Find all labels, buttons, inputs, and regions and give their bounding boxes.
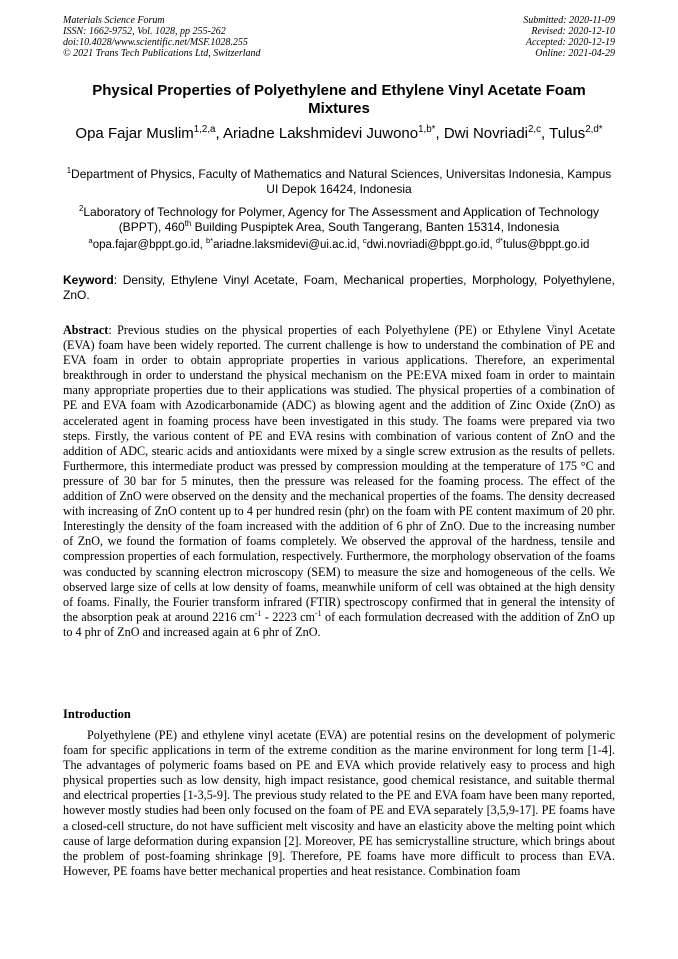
submitted-date: Submitted: 2020-11-09 bbox=[523, 15, 615, 26]
affiliation-2 bbox=[63, 205, 615, 235]
journal-header-right bbox=[523, 15, 615, 59]
ordinal-suffix: th bbox=[184, 219, 192, 228]
email-marker: b* bbox=[206, 236, 214, 246]
affiliation-text: Laboratory of Technology for Polymer, Agency for The Assessment and Application of Technology (BPPT), 460 bbox=[83, 205, 599, 234]
online-date: Online: 2021-04-29 bbox=[535, 48, 615, 59]
affiliation-number: 1 bbox=[66, 166, 72, 175]
abstract-text: : Previous studies on the physical properties of each Polyethylene (PE) or Ethylene Vinyl Acetate (EVA) foam have been widely reported. The current challenge is how to understand the combination of PE and EVA foam in order to obtain appropriate properties in various applications. Therefore, an experimental breakthrough in order to understand the physical mechanism on the PE:EVA mixed foam in order to maintain many appropriate properties due to their applications was studied. The physical properties of a combination of PE and EVA foam with Azodicarbonamide (ADC) as blowing agent and the addition of Zinc Oxide (ZnO) as accelerated agent in foaming process have been investigated in this study. The foams were prepared via two steps. Firstly, the various content of PE and EVA resins with combination of various content of ZnO and the addition of ADC, stearic acids and antioxidants were mixed by a single screw extrusion as the results of pellets. Furthermore, this intermediate product was pressed by compression moulding at the temperature of 175 °C and pressure of 30 bar for 5 minutes, then the pressure was released for the foaming process. The effect of the addition of ZnO were observed on the density and the mechanical properties of the foams. The density decreased with increasing of ZnO content up to 4 per hundred resin (phr) on the foam with PE content maximum of 20 phr. Interestingly the density of the foam increased with the addition of 6 phr of ZnO. Due to the increasing number of ZnO, we found the formation of foams completely. We observed the approval of the hardness, tensile and compression properties of each formulation, respectively. Furthermore, the morphology observation of the foams was conducted by scanning electron microscopy (SEM) to measure the size and homogeneous of the cells. We observed large size of cells at low density of foams, meanwhile uniform of cell was obtained at the high density of foams. Finally, the Fourier transform infrared (FTIR) spectroscopy confirmed that in general the intensity of the absorption peak at around 2216 cm bbox=[63, 323, 615, 624]
affiliation-1 bbox=[63, 167, 615, 197]
email-address: dwi.novriadi@bppt.go.id, bbox=[366, 239, 496, 251]
author-name: Ariadne Lakshmidevi Juwono bbox=[222, 125, 419, 142]
author-separator: , bbox=[541, 125, 550, 142]
email-address: opa.fajar@bppt.go.id, bbox=[92, 239, 207, 251]
copyright-line: © 2021 Trans Tech Publications Ltd, Switzerland bbox=[63, 48, 261, 59]
abstract-text-mid: - 2223 cm bbox=[261, 609, 315, 624]
keyword-label: Keyword bbox=[63, 273, 114, 287]
author-affiliation-marker: 1,2,a bbox=[193, 124, 216, 135]
author-name: Tulus bbox=[549, 125, 586, 142]
unit-exponent: -1 bbox=[314, 608, 322, 618]
author-affiliation-marker: 2,d* bbox=[585, 124, 603, 135]
email-address: ariadne.laksmidevi@ui.ac.id, bbox=[213, 239, 363, 251]
email-marker: d* bbox=[495, 236, 503, 246]
affiliation-text: Department of Physics, Faculty of Mathematics and Natural Sciences, Universitas Indonesia, Kampus UI Depok 16424, Indonesia bbox=[71, 167, 612, 196]
abstract-text-end: of each formulation decreased with the addition of ZnO up to 4 phr of ZnO and increased again at 6 phr of ZnO. bbox=[63, 609, 616, 639]
journal-header-left bbox=[63, 15, 261, 59]
email-marker: a bbox=[88, 236, 93, 246]
keyword-list: : Density, Ethylene Vinyl Acetate, Foam, Mechanical properties, Morphology, Polyethylene, ZnO. bbox=[63, 273, 615, 302]
keywords-section bbox=[63, 273, 615, 303]
author-list bbox=[63, 125, 615, 143]
abstract-section bbox=[63, 323, 615, 640]
author-separator: , bbox=[215, 125, 223, 142]
affiliation-text-continued: Building Puspiptek Area, South Tangerang, Banten 15314, Indonesia bbox=[191, 220, 560, 234]
introduction-paragraph: Polyethylene (PE) and ethylene vinyl acetate (EVA) are potential resins on the development of polymeric foam for specific applications in term of the extreme condition as the marine environment for long term [1-4]. The advantages of polymeric foams based on PE and EVA which provide relatively easy to process and high physical properties such as low density, high impact resistance, good chemical resistance, and suitable thermal and electrical properties [1-3,5-9]. The previous study related to the PE and EVA foam have been many reported, however mostly studies had been only focused on the foam of PE and EVA separately [3,5,9-17]. PE foams have a closed-cell structure, do not have sufficient melt viscosity and have an elasticity above the melting point which cause of large deformation during expansion [2]. Moreover, PE has semicrystalline structure, which brings about the problem of post-foaming shrinkage [9]. Therefore, PE foams have more difficult to process than EVA. However, PE foams have better mechanical properties and heat resistance. Combination foam bbox=[63, 728, 615, 878]
email-address: tulus@bppt.go.id bbox=[502, 239, 590, 251]
unit-exponent: -1 bbox=[254, 608, 262, 618]
author-affiliation-marker: 1,b* bbox=[418, 124, 436, 135]
author-name: Dwi Novriadi bbox=[443, 125, 528, 142]
doi-line: doi:10.4028/www.scientific.net/MSF.1028.255 bbox=[63, 37, 248, 48]
author-separator: , bbox=[435, 125, 444, 142]
introduction-heading: Introduction bbox=[63, 707, 131, 721]
author-emails bbox=[63, 238, 615, 252]
journal-name: Materials Science Forum bbox=[63, 15, 165, 26]
author-affiliation-marker: 2,c bbox=[528, 124, 542, 135]
author-name: Opa Fajar Muslim bbox=[75, 125, 194, 142]
email-marker: c bbox=[362, 236, 367, 246]
paper-title: Physical Properties of Polyethylene and Ethylene Vinyl Acetate Foam Mixtures bbox=[92, 82, 586, 117]
revised-date: Revised: 2020-12-10 bbox=[531, 26, 615, 37]
affiliation-number: 2 bbox=[79, 204, 84, 213]
abstract-label: Abstract bbox=[63, 323, 109, 337]
accepted-date: Accepted: 2020-12-19 bbox=[525, 37, 615, 48]
issn-line: ISSN: 1662-9752, Vol. 1028, pp 255-262 bbox=[63, 26, 226, 37]
